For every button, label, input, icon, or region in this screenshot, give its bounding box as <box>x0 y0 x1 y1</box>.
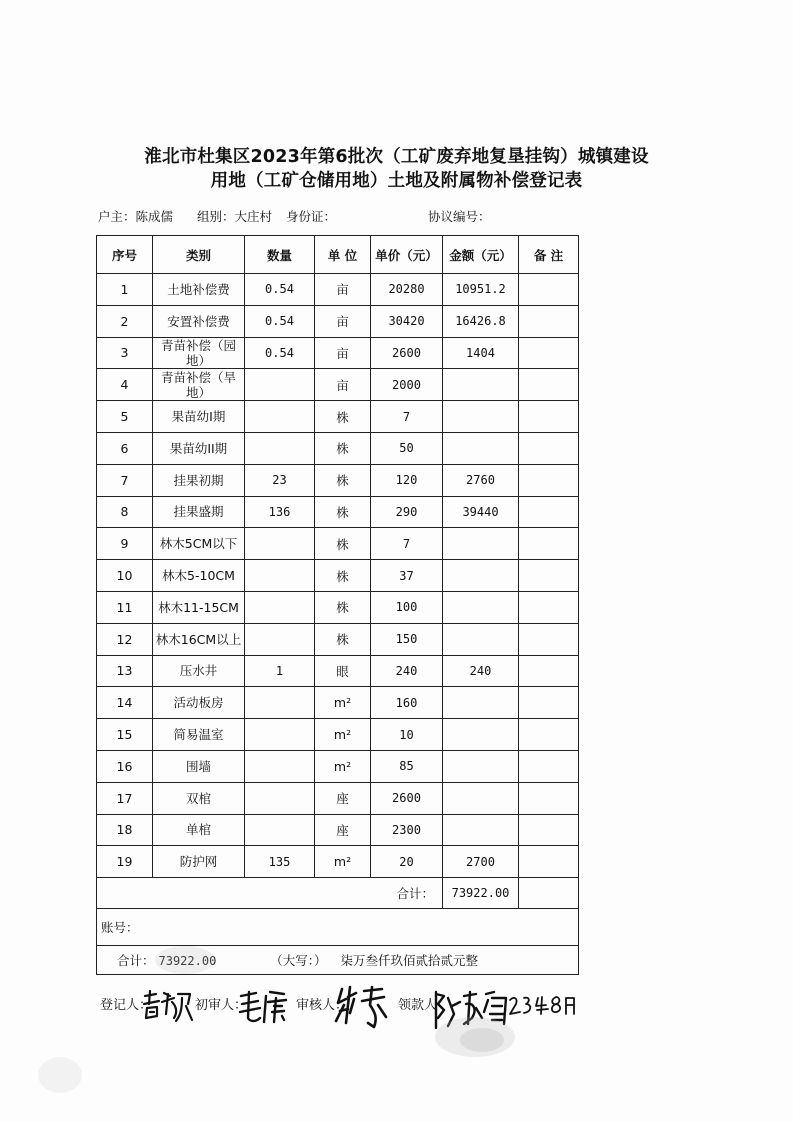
table-row <box>97 560 579 592</box>
row-quantity <box>245 782 315 814</box>
row-quantity: 135 <box>245 846 315 878</box>
row-number: 10 <box>97 560 153 592</box>
row-note <box>519 687 579 719</box>
row-unit-price: 20280 <box>371 274 443 306</box>
row-unit-price: 160 <box>371 687 443 719</box>
row-quantity <box>245 719 315 751</box>
header-amount: 金额（元） <box>443 236 519 274</box>
row-amount: 16426.8 <box>443 305 519 337</box>
row-unit: 眼 <box>315 655 371 687</box>
reviewer-label: 审核人： <box>296 998 349 1013</box>
row-note <box>519 591 579 623</box>
header-qty: 数量 <box>245 236 315 274</box>
row-number: 16 <box>97 750 153 782</box>
row-note <box>519 846 579 878</box>
row-category: 果苗幼II期 <box>153 432 245 464</box>
row-unit: m² <box>315 719 371 751</box>
row-number: 19 <box>97 846 153 878</box>
capital-value: 柒万叁仟玖佰贰拾贰元整 <box>340 953 479 969</box>
row-unit: 株 <box>315 432 371 464</box>
row-amount <box>443 623 519 655</box>
row-note <box>519 432 579 464</box>
owner-name: 陈成儒 <box>135 209 174 224</box>
row-amount <box>443 687 519 719</box>
row-unit: 亩 <box>315 337 371 369</box>
row-quantity <box>245 369 315 401</box>
row-unit-price: 85 <box>371 750 443 782</box>
row-quantity <box>245 591 315 623</box>
row-category: 双棺 <box>153 782 245 814</box>
row-category: 活动板房 <box>153 687 245 719</box>
table-row <box>97 369 579 401</box>
subtotal-note <box>519 878 579 909</box>
row-number: 2 <box>97 305 153 337</box>
row-unit-price: 37 <box>371 560 443 592</box>
row-number: 12 <box>97 623 153 655</box>
group-value: 大庄村 <box>234 209 273 224</box>
title-line-1: 淮北市杜集区2023年第6批次（工矿废弃地复垦挂钩）城镇建设 <box>144 147 649 167</box>
row-amount <box>443 814 519 846</box>
row-unit-price: 20 <box>371 846 443 878</box>
row-category: 单棺 <box>153 814 245 846</box>
row-quantity <box>245 432 315 464</box>
row-category: 青苗补偿（园地） <box>153 337 245 369</box>
subtotal-value: 73922.00 <box>443 878 519 909</box>
row-note <box>519 496 579 528</box>
header-no: 序号 <box>97 236 153 274</box>
table-row <box>97 305 579 337</box>
row-category: 青苗补偿（旱地） <box>153 369 245 401</box>
row-category: 林木11-15CM <box>153 591 245 623</box>
row-number: 11 <box>97 591 153 623</box>
row-note <box>519 274 579 306</box>
row-amount <box>443 591 519 623</box>
capital-label: （大写：） <box>270 953 327 969</box>
row-unit: 亩 <box>315 305 371 337</box>
scan-smudge-3 <box>30 1050 90 1104</box>
row-amount <box>443 719 519 751</box>
row-amount <box>443 782 519 814</box>
row-category: 林木5-10CM <box>153 560 245 592</box>
subtotal-row <box>97 878 579 909</box>
owner-info <box>98 208 336 226</box>
table-row <box>97 719 579 751</box>
row-note <box>519 305 579 337</box>
row-category: 林木5CM以下 <box>153 528 245 560</box>
table-row <box>97 496 579 528</box>
registrar-signature <box>142 988 194 1024</box>
title-line-2: 用地（工矿仓储用地）土地及附属物补偿登记表 <box>210 171 583 191</box>
row-unit-price: 7 <box>371 528 443 560</box>
row-category: 压水井 <box>153 655 245 687</box>
row-number: 14 <box>97 687 153 719</box>
row-unit-price: 2000 <box>371 369 443 401</box>
row-amount <box>443 432 519 464</box>
row-category: 林木16CM以上 <box>153 623 245 655</box>
table-row <box>97 687 579 719</box>
row-number: 6 <box>97 432 153 464</box>
row-unit: 株 <box>315 464 371 496</box>
row-quantity: 1 <box>245 655 315 687</box>
table-row <box>97 464 579 496</box>
group-label: 组别： <box>197 209 235 224</box>
row-unit: 亩 <box>315 274 371 306</box>
registrar-label: 登记人： <box>100 998 153 1013</box>
row-unit: 株 <box>315 591 371 623</box>
row-unit-price: 150 <box>371 623 443 655</box>
row-quantity: 136 <box>245 496 315 528</box>
table-row <box>97 432 579 464</box>
row-quantity: 0.54 <box>245 305 315 337</box>
row-unit: 座 <box>315 814 371 846</box>
row-unit: 株 <box>315 623 371 655</box>
total-label: 合计： <box>117 953 155 969</box>
row-category: 果苗幼I期 <box>153 401 245 433</box>
row-quantity <box>245 528 315 560</box>
row-unit-price: 7 <box>371 401 443 433</box>
row-note <box>519 750 579 782</box>
row-number: 9 <box>97 528 153 560</box>
row-category: 安置补偿费 <box>153 305 245 337</box>
row-quantity <box>245 560 315 592</box>
row-amount <box>443 528 519 560</box>
row-quantity <box>245 623 315 655</box>
row-unit: 座 <box>315 782 371 814</box>
row-unit: m² <box>315 846 371 878</box>
table-row <box>97 655 579 687</box>
row-unit-price: 30420 <box>371 305 443 337</box>
row-amount <box>443 560 519 592</box>
row-unit-price: 50 <box>371 432 443 464</box>
row-note <box>519 814 579 846</box>
row-amount: 2700 <box>443 846 519 878</box>
row-unit-price: 10 <box>371 719 443 751</box>
scan-smudge-2 <box>150 940 220 984</box>
row-number: 1 <box>97 274 153 306</box>
row-note <box>519 719 579 751</box>
row-number: 3 <box>97 337 153 369</box>
row-note <box>519 464 579 496</box>
table-row <box>97 750 579 782</box>
table-row <box>97 274 579 306</box>
header-category: 类别 <box>153 236 245 274</box>
row-amount: 2760 <box>443 464 519 496</box>
row-unit: 株 <box>315 560 371 592</box>
row-unit: 株 <box>315 528 371 560</box>
row-note <box>519 337 579 369</box>
row-unit-price: 2300 <box>371 814 443 846</box>
row-note <box>519 528 579 560</box>
row-category: 围墙 <box>153 750 245 782</box>
compensation-table <box>96 235 579 975</box>
total-value: 73922.00 <box>158 954 217 969</box>
row-quantity: 23 <box>245 464 315 496</box>
row-note <box>519 782 579 814</box>
table-row <box>97 591 579 623</box>
row-unit: m² <box>315 687 371 719</box>
row-unit: 株 <box>315 401 371 433</box>
row-amount: 39440 <box>443 496 519 528</box>
row-amount <box>443 750 519 782</box>
row-amount: 240 <box>443 655 519 687</box>
row-unit: 亩 <box>315 369 371 401</box>
row-category: 简易温室 <box>153 719 245 751</box>
account-label: 账号： <box>97 909 579 946</box>
row-note <box>519 655 579 687</box>
header-note: 备 注 <box>519 236 579 274</box>
row-number: 7 <box>97 464 153 496</box>
row-unit-price: 120 <box>371 464 443 496</box>
table-row <box>97 337 579 369</box>
document-title <box>0 145 793 193</box>
first-reviewer-signature <box>238 988 290 1028</box>
row-quantity <box>245 687 315 719</box>
row-number: 15 <box>97 719 153 751</box>
row-quantity <box>245 814 315 846</box>
row-note <box>519 560 579 592</box>
row-unit-price: 240 <box>371 655 443 687</box>
row-category: 土地补偿费 <box>153 274 245 306</box>
row-note <box>519 623 579 655</box>
row-quantity <box>245 401 315 433</box>
row-quantity: 0.54 <box>245 337 315 369</box>
row-amount: 10951.2 <box>443 274 519 306</box>
owner-label: 户主： <box>98 209 136 224</box>
row-unit: m² <box>315 750 371 782</box>
row-unit-price: 100 <box>371 591 443 623</box>
agreement-info <box>428 208 491 226</box>
row-category: 挂果初期 <box>153 464 245 496</box>
payee-label: 领款人 <box>398 998 438 1013</box>
row-number: 8 <box>97 496 153 528</box>
row-category: 挂果盛期 <box>153 496 245 528</box>
row-number: 17 <box>97 782 153 814</box>
table-row <box>97 528 579 560</box>
agreement-label: 协议编号： <box>428 209 491 224</box>
subtotal-label: 合计： <box>97 878 443 909</box>
table-header-row <box>97 236 579 274</box>
reviewer-signature <box>334 983 390 1031</box>
row-number: 5 <box>97 401 153 433</box>
row-amount: 1404 <box>443 337 519 369</box>
row-note <box>519 401 579 433</box>
row-number: 18 <box>97 814 153 846</box>
scan-smudge <box>430 1012 520 1066</box>
row-unit-price: 2600 <box>371 782 443 814</box>
row-unit: 株 <box>315 496 371 528</box>
row-number: 13 <box>97 655 153 687</box>
table-row <box>97 846 579 878</box>
row-quantity: 0.54 <box>245 274 315 306</box>
row-amount <box>443 369 519 401</box>
row-note <box>519 369 579 401</box>
header-price: 单价（元） <box>371 236 443 274</box>
table-row <box>97 814 579 846</box>
header-unit: 单 位 <box>315 236 371 274</box>
id-label: 身份证： <box>286 209 337 224</box>
row-number: 4 <box>97 369 153 401</box>
row-unit-price: 290 <box>371 496 443 528</box>
first-reviewer-label: 初审人： <box>195 998 248 1013</box>
row-unit-price: 2600 <box>371 337 443 369</box>
row-category: 防护网 <box>153 846 245 878</box>
table-row <box>97 623 579 655</box>
table-row <box>97 401 579 433</box>
table-row <box>97 782 579 814</box>
row-quantity <box>245 750 315 782</box>
row-amount <box>443 401 519 433</box>
